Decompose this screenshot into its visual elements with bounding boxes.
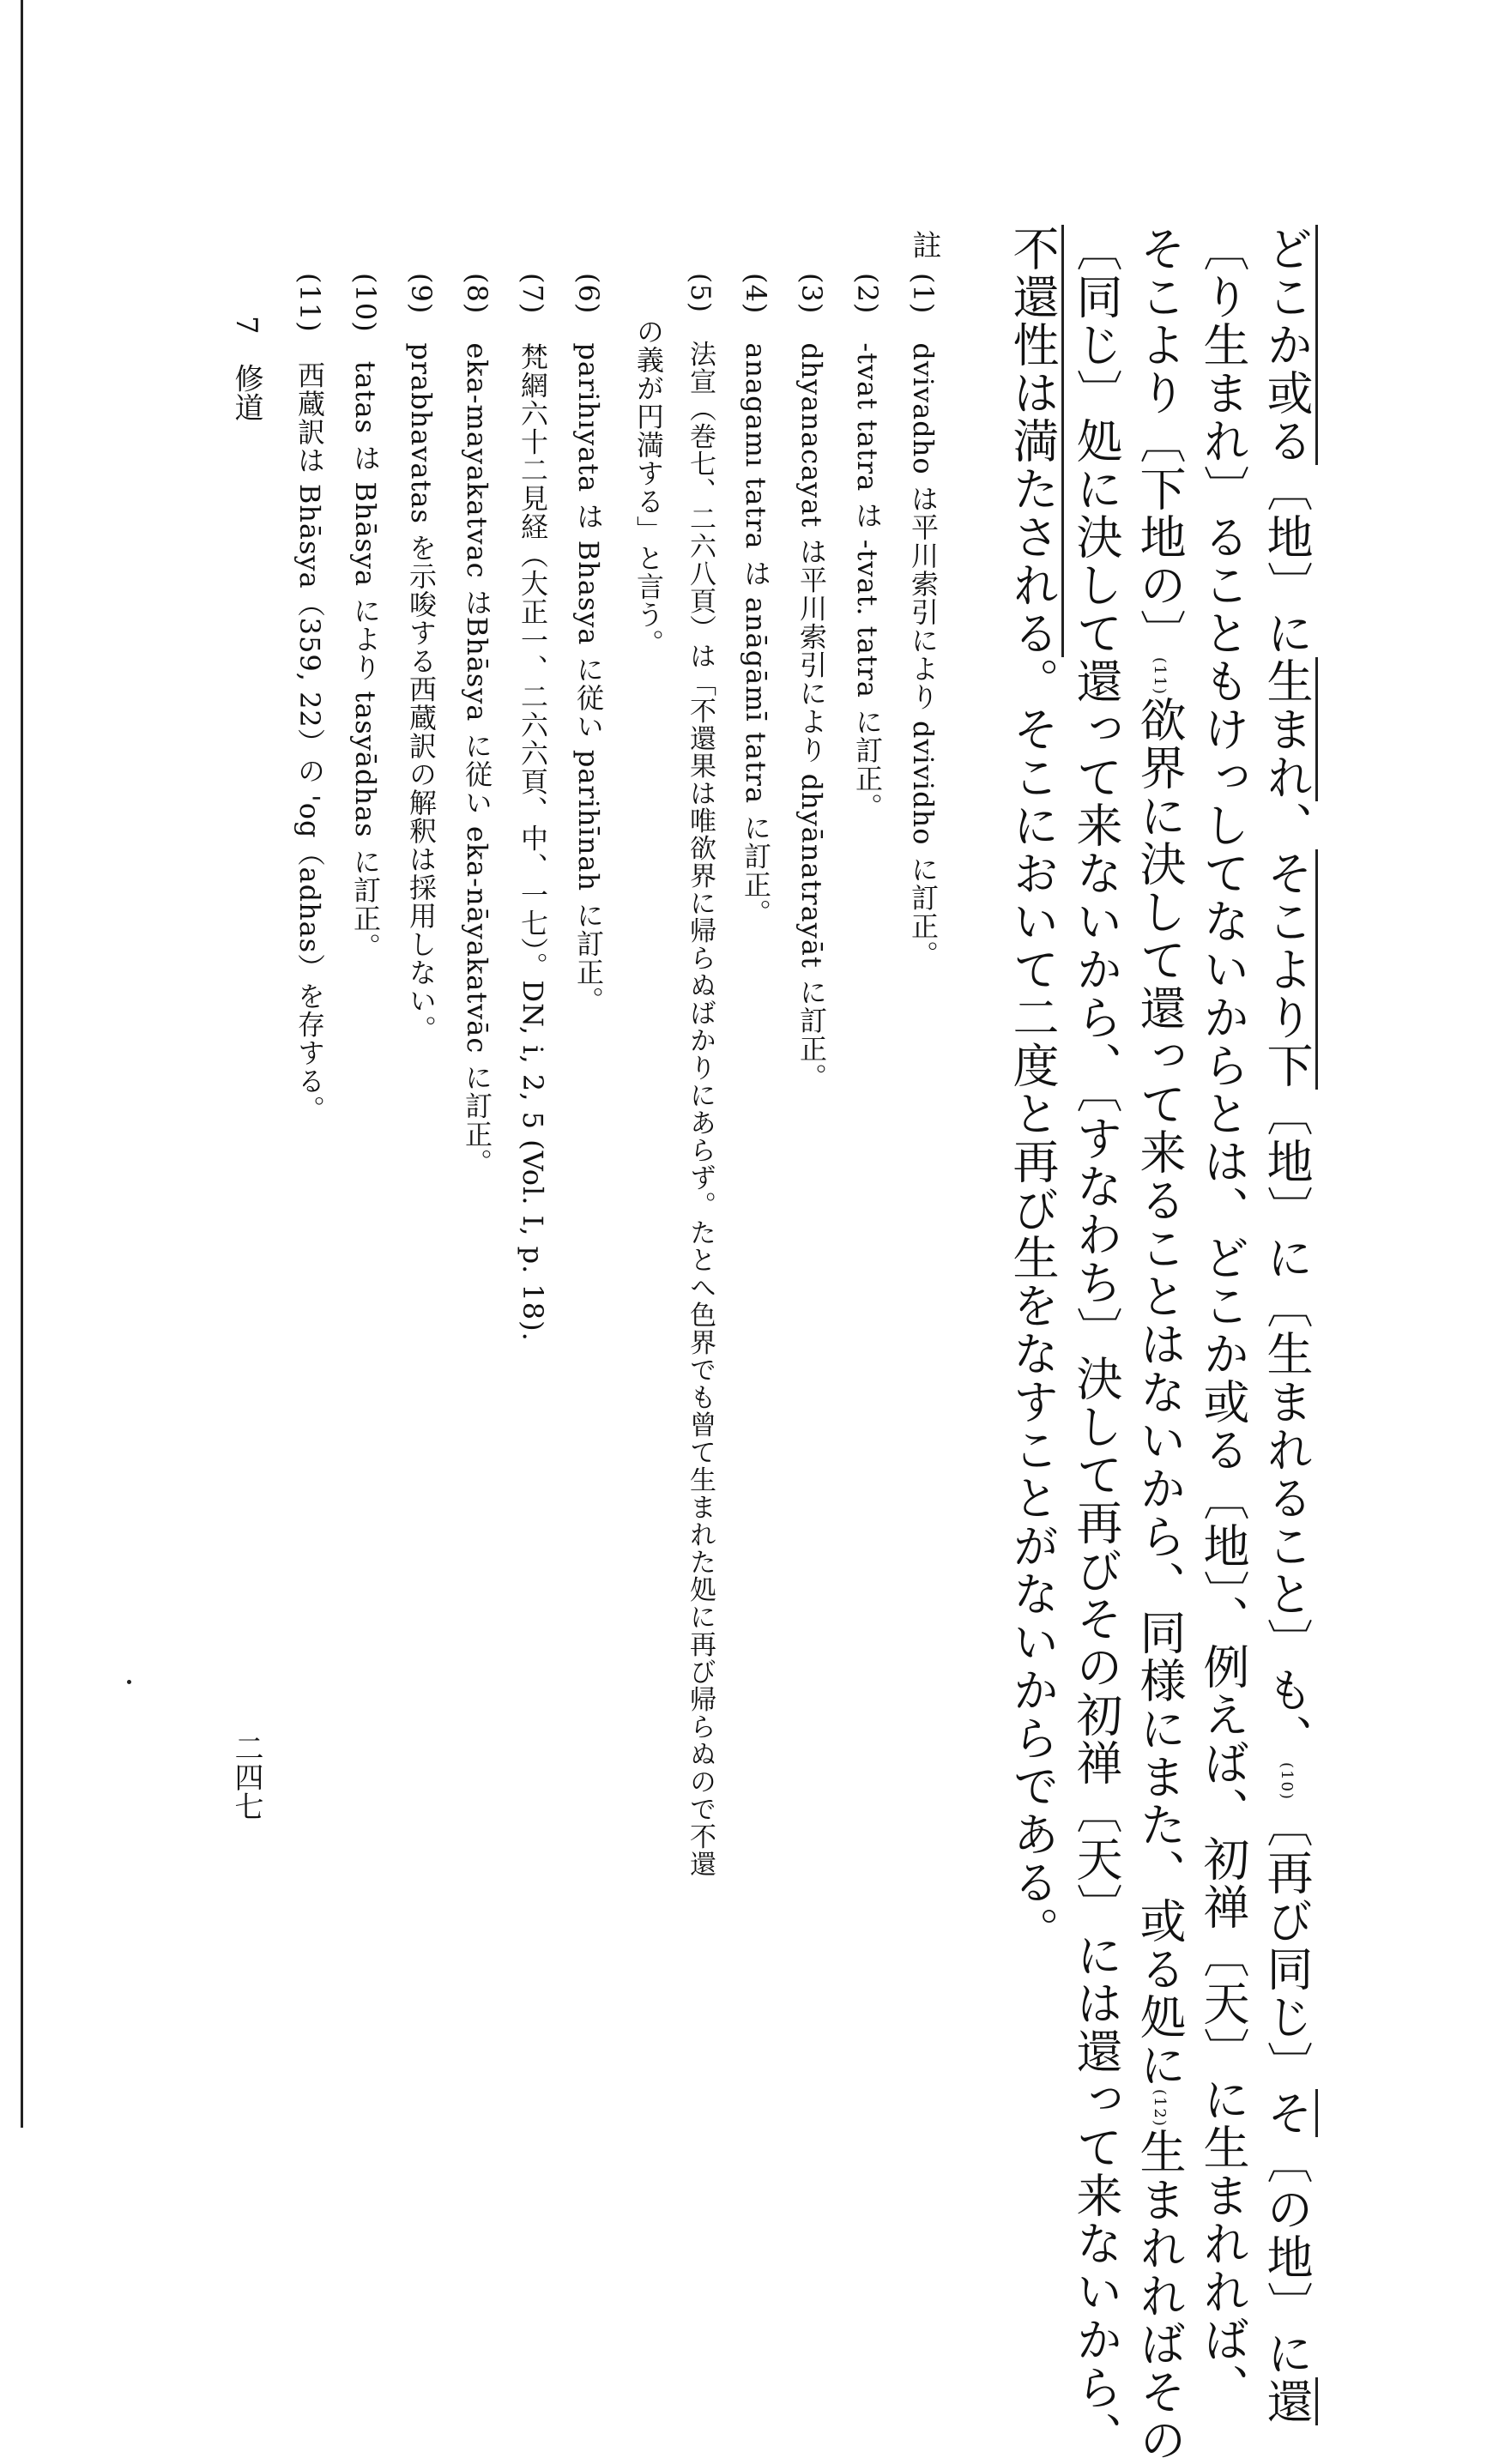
running-head: 7 修道	[229, 316, 263, 422]
main-text-segment: に	[1260, 1234, 1314, 1282]
binding-rule	[21, 0, 23, 2128]
main-text-segment: そこより〔下地の〕	[1133, 225, 1187, 657]
main-text-segment: 〔生まれること〕	[1260, 1282, 1314, 1666]
note-5: (5) 法宣（巻七、二六八頁）は「不還果は唯欲界に帰らぬばかりにあらず。たとへ色界でも曾て生まれた処に再び帰らぬので不還	[685, 273, 716, 1878]
note-3: (3) dhyanacayat は平川索引により dhyānatrayāt に訂正。	[795, 273, 828, 1091]
note-5-continued: の義が円満する」と言う。	[632, 317, 665, 657]
main-text-segment: 〔の地〕	[1260, 2136, 1314, 2329]
note-10: (10) tatas は Bhāsya により tasyādhas に訂正。	[349, 273, 382, 961]
main-text-segment: 、	[1260, 801, 1314, 849]
main-text-segment: 〔地〕	[1260, 465, 1314, 609]
main-text-segment: 不還性は満たされる	[1006, 225, 1064, 657]
main-text-segment: 還	[1260, 2377, 1318, 2425]
main-text-segment: も、	[1260, 1666, 1314, 1762]
note-6: (6) parihıyata は Bhasya に従い parihīnah に訂正。	[572, 273, 605, 1015]
main-text-segment: 。そこにおいて二度と再び生をなすことがないからである。	[1006, 657, 1060, 1954]
main-text-segment: ることもけっしてないからとは、どこか或る〔地〕、例えば、初禅〔天〕に生まれれば、	[1196, 513, 1250, 2412]
main-text-column-5	[1006, 225, 1060, 1954]
main-text-segment: 生まれ	[1260, 657, 1318, 801]
stray-mark	[127, 1680, 131, 1684]
main-text-segment: そ	[1260, 2089, 1318, 2137]
main-text-segment: 〔再び同じ〕	[1260, 1800, 1314, 2089]
main-text-column-2	[1196, 225, 1250, 2412]
note-1: (1) dvivadho は平川索引により dvividho に訂正。	[907, 273, 940, 969]
main-text-segment: に	[1260, 2328, 1314, 2377]
page-number: 二四七	[229, 1733, 263, 1821]
main-text-column-3	[1133, 225, 1187, 2464]
note-reference: (11)	[1151, 657, 1169, 696]
note-2: (2) -tvat tatra は -tvat. tatra に訂正。	[851, 273, 884, 822]
main-text-column-1	[1260, 225, 1314, 2425]
note-9: (9) prabhavatas を示唆する西蔵訳の解釈は採用しない。	[405, 273, 438, 1044]
main-text-segment: 〔地〕	[1260, 1090, 1314, 1234]
main-text-segment: 〔り生まれ〕	[1196, 225, 1250, 513]
main-text-segment: 〔同じ〕処に決して還って来ないから、〔すなわち〕決して再びその初禅〔天〕には還って来ないから、	[1069, 225, 1123, 2460]
main-text-segment: 生まれればその	[1133, 2127, 1187, 2464]
main-text-segment: そこより下	[1260, 849, 1318, 1090]
main-text-segment: 欲界に決して還って来ることはないから、同様にまた、或る処に	[1133, 695, 1187, 2089]
note-7: (7) 梵網六十二見経（大正一、二六六頁、中、一七）。DN, i, 2, 5 (Vol. I, p. 18).	[517, 273, 549, 1342]
notes-heading: 註	[907, 230, 941, 259]
note-8: (8) eka-mayakatvac はBhāsya に従い eka-nāyakatvāc に訂正。	[461, 273, 493, 1177]
main-text-column-4	[1069, 225, 1123, 2460]
note-reference: (12)	[1151, 2088, 1169, 2128]
note-4: (4) anagamı tatra は anāgāmī tatra に訂正。	[740, 273, 772, 927]
note-reference: (10)	[1278, 1762, 1296, 1801]
main-text-segment: に	[1260, 609, 1314, 657]
note-11: (11) 西蔵訳は Bhāsya（359, 22）の 'og（adhas）を存する。	[293, 273, 326, 1124]
main-text-segment: どこか或る	[1260, 225, 1318, 465]
